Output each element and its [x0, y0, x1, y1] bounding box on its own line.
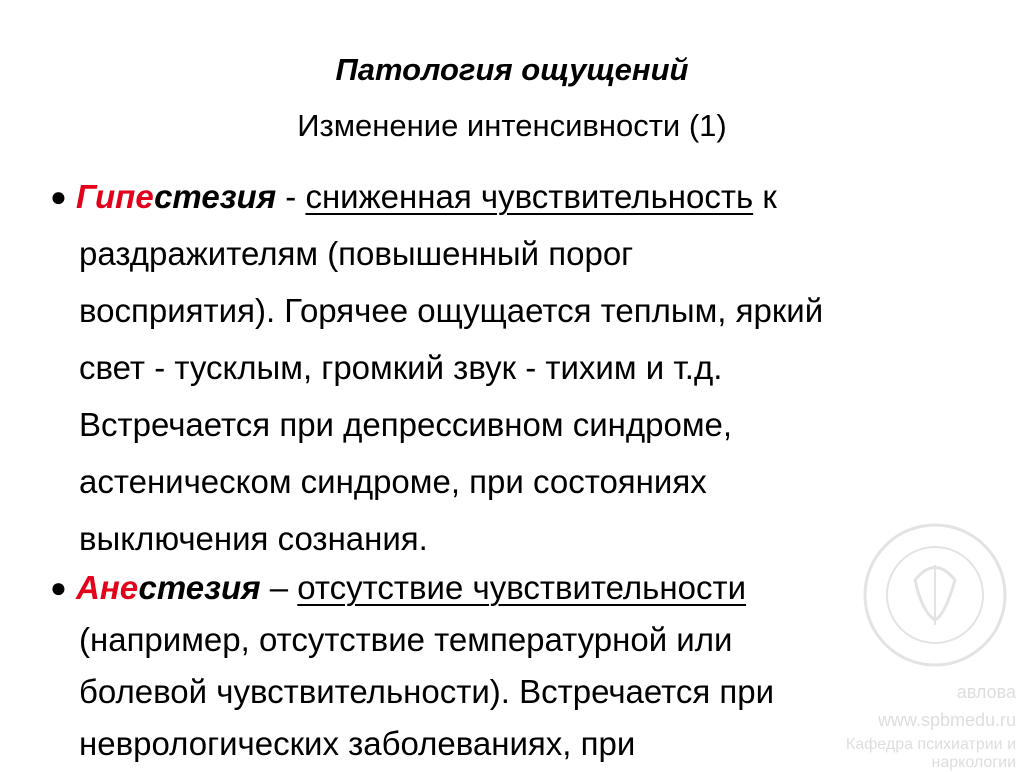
- bullet-first-line: [50, 168, 970, 225]
- bullet-dot-icon: ●: [50, 572, 67, 603]
- watermark-text: авлова: [956, 682, 1016, 702]
- bullet-line: восприятия). Горячее ощущается теплым, яркий: [79, 292, 824, 329]
- bullet-line: астеническом синдроме, при состояниях: [79, 463, 707, 500]
- bullet-first-line: [50, 562, 970, 614]
- separator: –: [260, 569, 298, 606]
- watermark-department: Кафедра психиатрии и наркологии: [845, 736, 1016, 771]
- bullet-line: болевой чувствительности). Встречается при: [79, 673, 775, 710]
- definition-tail: к: [753, 178, 777, 215]
- term-rest-part: стезия: [154, 178, 277, 215]
- bullet-line: (например, отсутствие температурной или: [79, 621, 733, 658]
- definition-underlined: сниженная чувствительность: [305, 178, 754, 215]
- term-rest-part: стезия: [138, 569, 261, 606]
- definition-underlined: отсутствие чувствительности: [297, 569, 747, 606]
- term-hypesthesia: [76, 178, 276, 215]
- slide-subtitle: Изменение интенсивности (1): [297, 108, 727, 143]
- term-red-part: Гипе: [76, 178, 155, 215]
- bullet-line: раздражителям (повышенный порог: [79, 235, 634, 272]
- slide-title: Патология ощущений: [335, 52, 689, 87]
- separator: -: [276, 178, 306, 215]
- bullet-line: Встречается при депрессивном синдроме,: [79, 406, 733, 443]
- bullet-line: выключения сознания.: [79, 520, 428, 557]
- term-anesthesia: [76, 569, 261, 606]
- bullet-anesthesia: [50, 562, 970, 770]
- term-red-part: Ане: [76, 569, 139, 606]
- bullet-line: неврологических заболеваниях, при: [79, 725, 636, 762]
- bullet-dot-icon: ●: [50, 181, 67, 212]
- bullet-hypesthesia: [50, 168, 970, 567]
- bullet-line: свет - тусклым, громкий звук - тихим и т.д.: [79, 349, 723, 386]
- watermark-url: www.spbmedu.ru: [877, 710, 1016, 730]
